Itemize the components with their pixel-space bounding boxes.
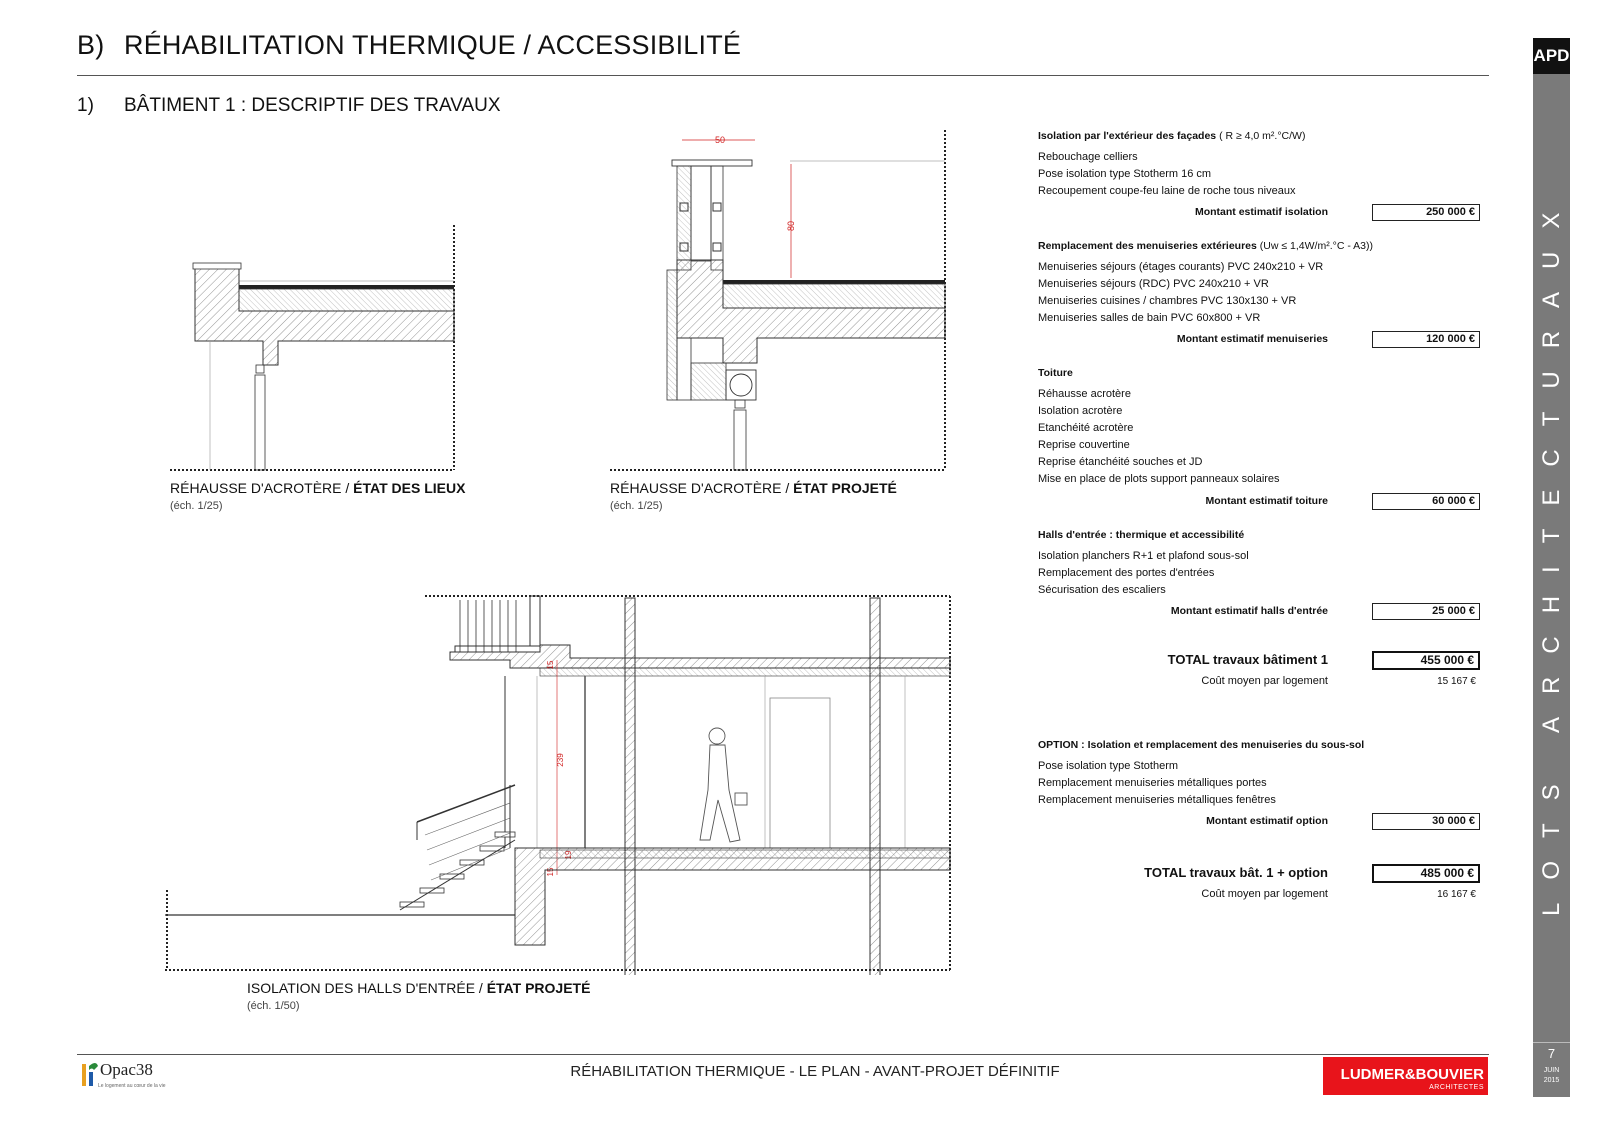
halls-amount-label: Montant estimatif halls d'entrée (1170, 605, 1328, 617)
total1-label: TOTAL travaux bâtiment 1 (1167, 652, 1328, 667)
menuiseries-title-text: Remplacement des menuiseries extérieures (1038, 240, 1257, 252)
list-item: Sécurisation des escaliers (1038, 584, 1166, 596)
page-number: 7 (1533, 1042, 1570, 1065)
opac-logo-icon (80, 1060, 100, 1090)
list-item: Remplacement menuiseries métalliques fenêtres (1038, 794, 1276, 806)
total2-avg: 16 167 € (1437, 889, 1476, 900)
menuiseries-amount-label: Montant estimatif menuiseries (1176, 333, 1328, 345)
caption-prefix: RÉHAUSSE D'ACROTÈRE / (170, 480, 354, 496)
footer-rule (77, 1054, 1489, 1055)
sidebar-date (1533, 1066, 1570, 1086)
dim-width-50: 50 (714, 135, 726, 145)
total1-avg: 15 167 € (1437, 676, 1476, 687)
isolation-amount-label: Montant estimatif isolation (1194, 206, 1328, 218)
halls-amount: 25 000 € (1372, 603, 1480, 620)
total2-avg-label: Coût moyen par logement (1201, 888, 1328, 900)
list-item: Menuiseries séjours (RDC) PVC 240x210 + VR (1038, 278, 1269, 290)
list-item: Reprise étanchéité souches et JD (1038, 456, 1203, 468)
list-item: Menuiseries séjours (étages courants) PVC 240x210 + VR (1038, 261, 1324, 273)
date-month: JUIN (1543, 1067, 1560, 1074)
list-item: Pose isolation type Stotherm (1038, 760, 1179, 772)
scale-halls: (éch. 1/50) (247, 1000, 300, 1012)
total1-avg-label: Coût moyen par logement (1201, 675, 1328, 687)
list-item: Réhausse acrotère (1038, 388, 1131, 400)
isolation-title-note: ( R ≥ 4,0 m².°C/W) (1216, 130, 1306, 142)
list-item: Remplacement des portes d'entrées (1038, 567, 1215, 579)
total2-label: TOTAL travaux bât. 1 + option (1144, 865, 1328, 880)
sidebar-vertical-title: LOTS ARCHITECTURAUX (1538, 189, 1565, 916)
drawing-acrotere-existing (170, 215, 460, 475)
toiture-amount: 60 000 € (1372, 493, 1480, 510)
list-item: Mise en place de plots support panneaux solaires (1038, 473, 1280, 485)
apd-badge: APD (1533, 38, 1570, 74)
dim-bottom-15: 15 (546, 867, 555, 877)
list-item: Rebouchage celliers (1038, 151, 1138, 163)
caption-prefix: ISOLATION DES HALLS D'ENTRÉE / (247, 980, 487, 996)
list-item: Isolation planchers R+1 et plafond sous-sol (1038, 550, 1249, 562)
subsection-number: 1) (77, 95, 94, 116)
footer-title: RÉHABILITATION THERMIQUE - LE PLAN - AVANT-PROJET DÉFINITIF (570, 1063, 1060, 1080)
option-amount: 30 000 € (1372, 813, 1480, 830)
client-tagline: Le logement au cœur de la vie (98, 1083, 166, 1089)
isolation-title-text: Isolation par l'extérieur des façades (1038, 130, 1217, 142)
list-item: Remplacement menuiseries métalliques portes (1038, 777, 1267, 789)
caption-prefix: RÉHAUSSE D'ACROTÈRE / (610, 480, 794, 496)
header-rule (77, 75, 1489, 76)
client-logo: Opac38 (100, 1060, 153, 1079)
drawing-acrotere-projected (610, 128, 955, 478)
list-item: Isolation acrotère (1038, 405, 1123, 417)
toiture-title: Toiture (1038, 367, 1073, 379)
total2-amount: 485 000 € (1372, 864, 1480, 883)
caption-bold: ÉTAT PROJETÉ (486, 980, 591, 996)
architect-logo (1323, 1057, 1488, 1095)
dim-height-239: 239 (556, 753, 565, 767)
list-item: Menuiseries cuisines / chambres PVC 130x130 + VR (1038, 295, 1297, 307)
scale-acrotere-existing: (éch. 1/25) (170, 500, 223, 512)
drawing-halls-section (165, 590, 955, 975)
option-amount-label: Montant estimatif option (1206, 815, 1328, 827)
date-year: 2015 (1543, 1077, 1560, 1084)
halls-title: Halls d'entrée : thermique et accessibilité (1038, 529, 1245, 541)
architect-name: LUDMER&BOUVIER (1340, 1066, 1484, 1083)
list-item: Pose isolation type Stotherm 16 cm (1038, 168, 1212, 180)
list-item: Etanchéité acrotère (1038, 422, 1134, 434)
section-number: B) (77, 30, 105, 60)
dim-top-15: 15 (546, 660, 555, 670)
caption-bold: ÉTAT PROJETÉ (793, 480, 897, 496)
total1-amount: 455 000 € (1372, 651, 1480, 670)
scale-acrotere-projected: (éch. 1/25) (610, 500, 663, 512)
caption-acrotere-existing (170, 480, 465, 496)
caption-acrotere-projected (610, 480, 897, 496)
menuiseries-title-note: (Uw ≤ 1,4W/m².°C - A3)) (1256, 240, 1373, 252)
isolation-amount: 250 000 € (1372, 204, 1480, 221)
section-title: RÉHABILITATION THERMIQUE / ACCESSIBILITÉ (124, 30, 742, 60)
subsection-title (77, 95, 501, 117)
caption-halls (247, 980, 590, 996)
toiture-amount-label: Montant estimatif toiture (1205, 495, 1328, 507)
menuiseries-amount: 120 000 € (1372, 331, 1480, 348)
caption-bold: ÉTAT DES LIEUX (353, 480, 466, 496)
dim-height-80: 80 (786, 220, 796, 232)
list-item: Reprise couvertine (1038, 439, 1130, 451)
person-icon (700, 728, 747, 842)
list-item: Recoupement coupe-feu laine de roche tous niveaux (1038, 185, 1296, 197)
isolation-title (1038, 130, 1305, 142)
menuiseries-title (1038, 240, 1373, 252)
subsection-text: BÂTIMENT 1 : DESCRIPTIF DES TRAVAUX (124, 95, 501, 116)
option-title: OPTION : Isolation et remplacement des menuiseries du sous-sol (1038, 739, 1365, 751)
list-item: Menuiseries salles de bain PVC 60x800 + VR (1038, 312, 1261, 324)
page-title (77, 30, 741, 61)
architect-sub: ARCHITECTES (1429, 1084, 1484, 1091)
